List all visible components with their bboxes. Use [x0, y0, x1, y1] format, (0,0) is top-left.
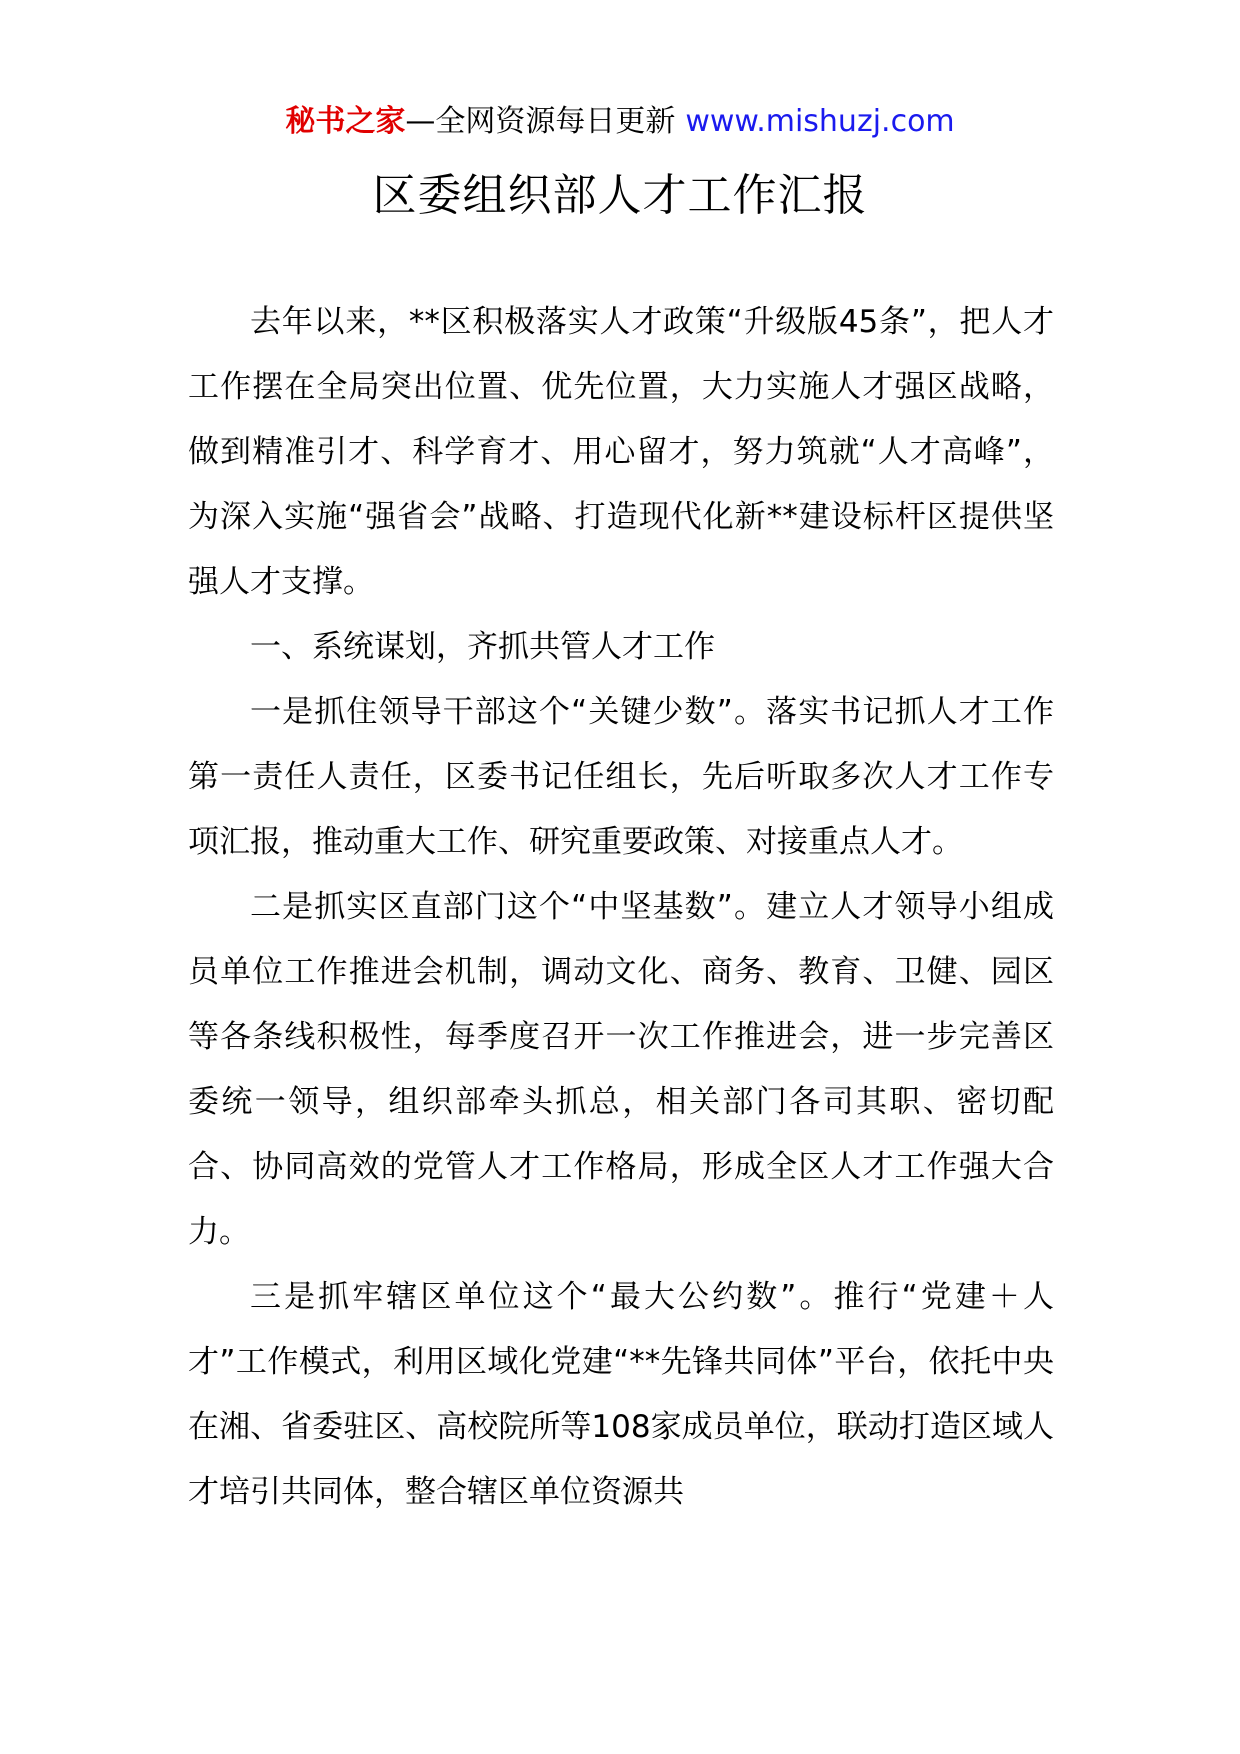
- paragraph-intro: 去年以来，**区积极落实人才政策“升级版45条”，把人才工作摆在全局突出位置、优先位置，大力实施人才强区战略，做到精准引才、科学育才、用心留才，努力筑就“人才高峰”，为深入实施“强省会”战略、打造现代化新**建设标杆区提供坚强人才支撑。: [188, 304, 1054, 600]
- site-brand: 秘书之家: [285, 104, 406, 139]
- section-heading-1: 一、系统谋划，齐抓共管人才工作: [250, 629, 715, 665]
- site-tagline: —全网资源每日更新: [405, 104, 676, 139]
- paragraph-point-3: 三是抓牢辖区单位这个“最大公约数”。推行“党建＋人才”工作模式，利用区域化党建“**先锋共同体”平台，依托中央在湘、省委驻区、高校院所等108家成员单位，联动打造区域人才培引共同体，整合辖区单位资源共: [188, 1279, 1054, 1510]
- document-body: [188, 290, 1054, 1525]
- paragraph-point-1: 一是抓住领导干部这个“关键少数”。落实书记抓人才工作第一责任人责任，区委书记任组长，先后听取多次人才工作专项汇报，推动重大工作、研究重要政策、对接重点人才。: [188, 694, 1054, 860]
- site-header: [0, 102, 1240, 142]
- site-url-link[interactable]: www.mishuzj.com: [685, 104, 955, 139]
- paragraph-point-2: 二是抓实区直部门这个“中坚基数”。建立人才领导小组成员单位工作推进会机制，调动文化、商务、教育、卫健、园区等各条线积极性，每季度召开一次工作推进会，进一步完善区委统一领导，组织部牵头抓总，相关部门各司其职、密切配合、协同高效的党管人才工作格局，形成全区人才工作强大合力。: [188, 889, 1054, 1250]
- document-title: 区委组织部人才工作汇报: [372, 170, 868, 221]
